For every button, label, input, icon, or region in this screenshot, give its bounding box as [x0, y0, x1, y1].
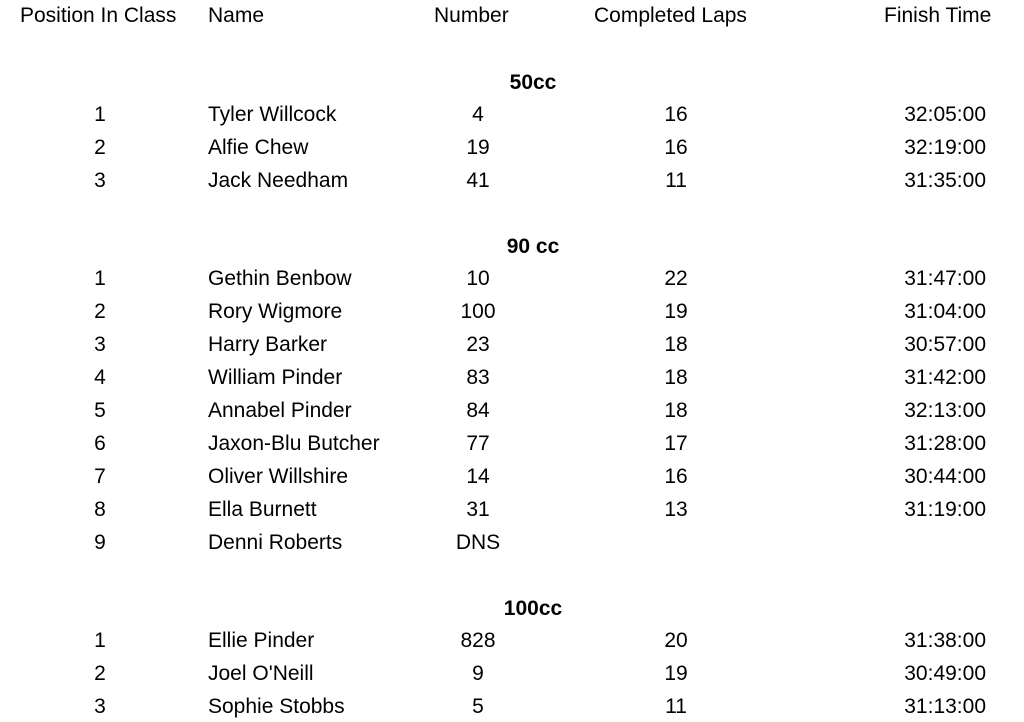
row-finish-time: 31:47:00 [904, 267, 986, 290]
row-name: William Pinder [208, 366, 343, 389]
row-name: Denni Roberts [208, 531, 343, 554]
row-position: 8 [94, 498, 106, 521]
row-finish-time: 31:28:00 [904, 432, 986, 455]
row-laps: 20 [664, 629, 688, 652]
class-title-90cc: 90 cc [506, 235, 560, 258]
row-name: Ellie Pinder [208, 629, 315, 652]
row-finish-time: 31:19:00 [904, 498, 986, 521]
row-position: 1 [94, 103, 106, 126]
row-number: 84 [466, 399, 490, 422]
row-name: Rory Wigmore [208, 300, 343, 323]
row-name: Jack Needham [208, 169, 349, 192]
row-position: 2 [94, 662, 106, 685]
row-finish-time: 31:42:00 [904, 366, 986, 389]
row-number: 5 [472, 695, 484, 718]
row-name: Tyler Willcock [208, 103, 337, 126]
class-title-100cc: 100cc [503, 597, 563, 620]
row-finish-time: 32:05:00 [904, 103, 986, 126]
row-laps: 16 [664, 465, 688, 488]
row-number: 9 [472, 662, 484, 685]
row-laps: 19 [664, 662, 688, 685]
row-position: 1 [94, 629, 106, 652]
row-laps: 16 [664, 103, 688, 126]
row-number: 77 [466, 432, 490, 455]
class-title-50cc: 50cc [509, 71, 557, 94]
row-position: 7 [94, 465, 106, 488]
row-name: Annabel Pinder [208, 399, 352, 422]
row-finish-time: 30:49:00 [904, 662, 986, 685]
row-position: 4 [94, 366, 106, 389]
row-laps: 11 [665, 695, 687, 718]
row-laps: 16 [664, 136, 688, 159]
row-position: 3 [94, 333, 106, 356]
row-position: 3 [94, 169, 106, 192]
row-name: Harry Barker [208, 333, 328, 356]
row-number: 4 [472, 103, 484, 126]
row-position: 3 [94, 695, 106, 718]
header-number: Number [434, 4, 509, 27]
row-finish-time: 31:38:00 [904, 629, 986, 652]
row-finish-time: 31:04:00 [904, 300, 986, 323]
row-number: 31 [466, 498, 490, 521]
header-finish-time: Finish Time [884, 4, 992, 27]
row-finish-time: 32:13:00 [904, 399, 986, 422]
row-number: 100 [460, 300, 496, 323]
row-laps: 18 [664, 399, 688, 422]
row-position: 6 [94, 432, 106, 455]
row-number: 19 [466, 136, 490, 159]
row-position: 5 [94, 399, 106, 422]
row-name: Ella Burnett [208, 498, 317, 521]
row-laps: 13 [664, 498, 688, 521]
row-number: 14 [466, 465, 490, 488]
row-number: 41 [466, 169, 490, 192]
row-position: 2 [94, 136, 106, 159]
header-position-in-class: Position In Class [20, 4, 177, 27]
row-name: Gethin Benbow [208, 267, 352, 290]
row-number: 828 [460, 629, 496, 652]
row-laps: 17 [664, 432, 688, 455]
row-number: DNS [455, 531, 501, 554]
row-number: 23 [466, 333, 490, 356]
row-number: 83 [466, 366, 490, 389]
row-laps: 18 [664, 333, 688, 356]
row-laps: 18 [664, 366, 688, 389]
row-number: 10 [466, 267, 490, 290]
row-laps: 22 [664, 267, 688, 290]
row-position: 1 [94, 267, 106, 290]
row-finish-time: 30:57:00 [904, 333, 986, 356]
row-finish-time: 32:19:00 [904, 136, 986, 159]
row-laps: 19 [664, 300, 688, 323]
row-finish-time: 31:35:00 [904, 169, 986, 192]
row-name: Alfie Chew [208, 136, 309, 159]
header-completed-laps: Completed Laps [594, 4, 747, 27]
row-position: 2 [94, 300, 106, 323]
row-name: Joel O'Neill [208, 662, 314, 685]
row-finish-time: 31:13:00 [904, 695, 986, 718]
row-laps: 11 [665, 169, 687, 192]
row-position: 9 [94, 531, 106, 554]
row-finish-time: 30:44:00 [904, 465, 986, 488]
row-name: Oliver Willshire [208, 465, 349, 488]
row-name: Sophie Stobbs [208, 695, 345, 718]
header-name: Name [208, 4, 265, 27]
row-name: Jaxon-Blu Butcher [208, 432, 380, 455]
